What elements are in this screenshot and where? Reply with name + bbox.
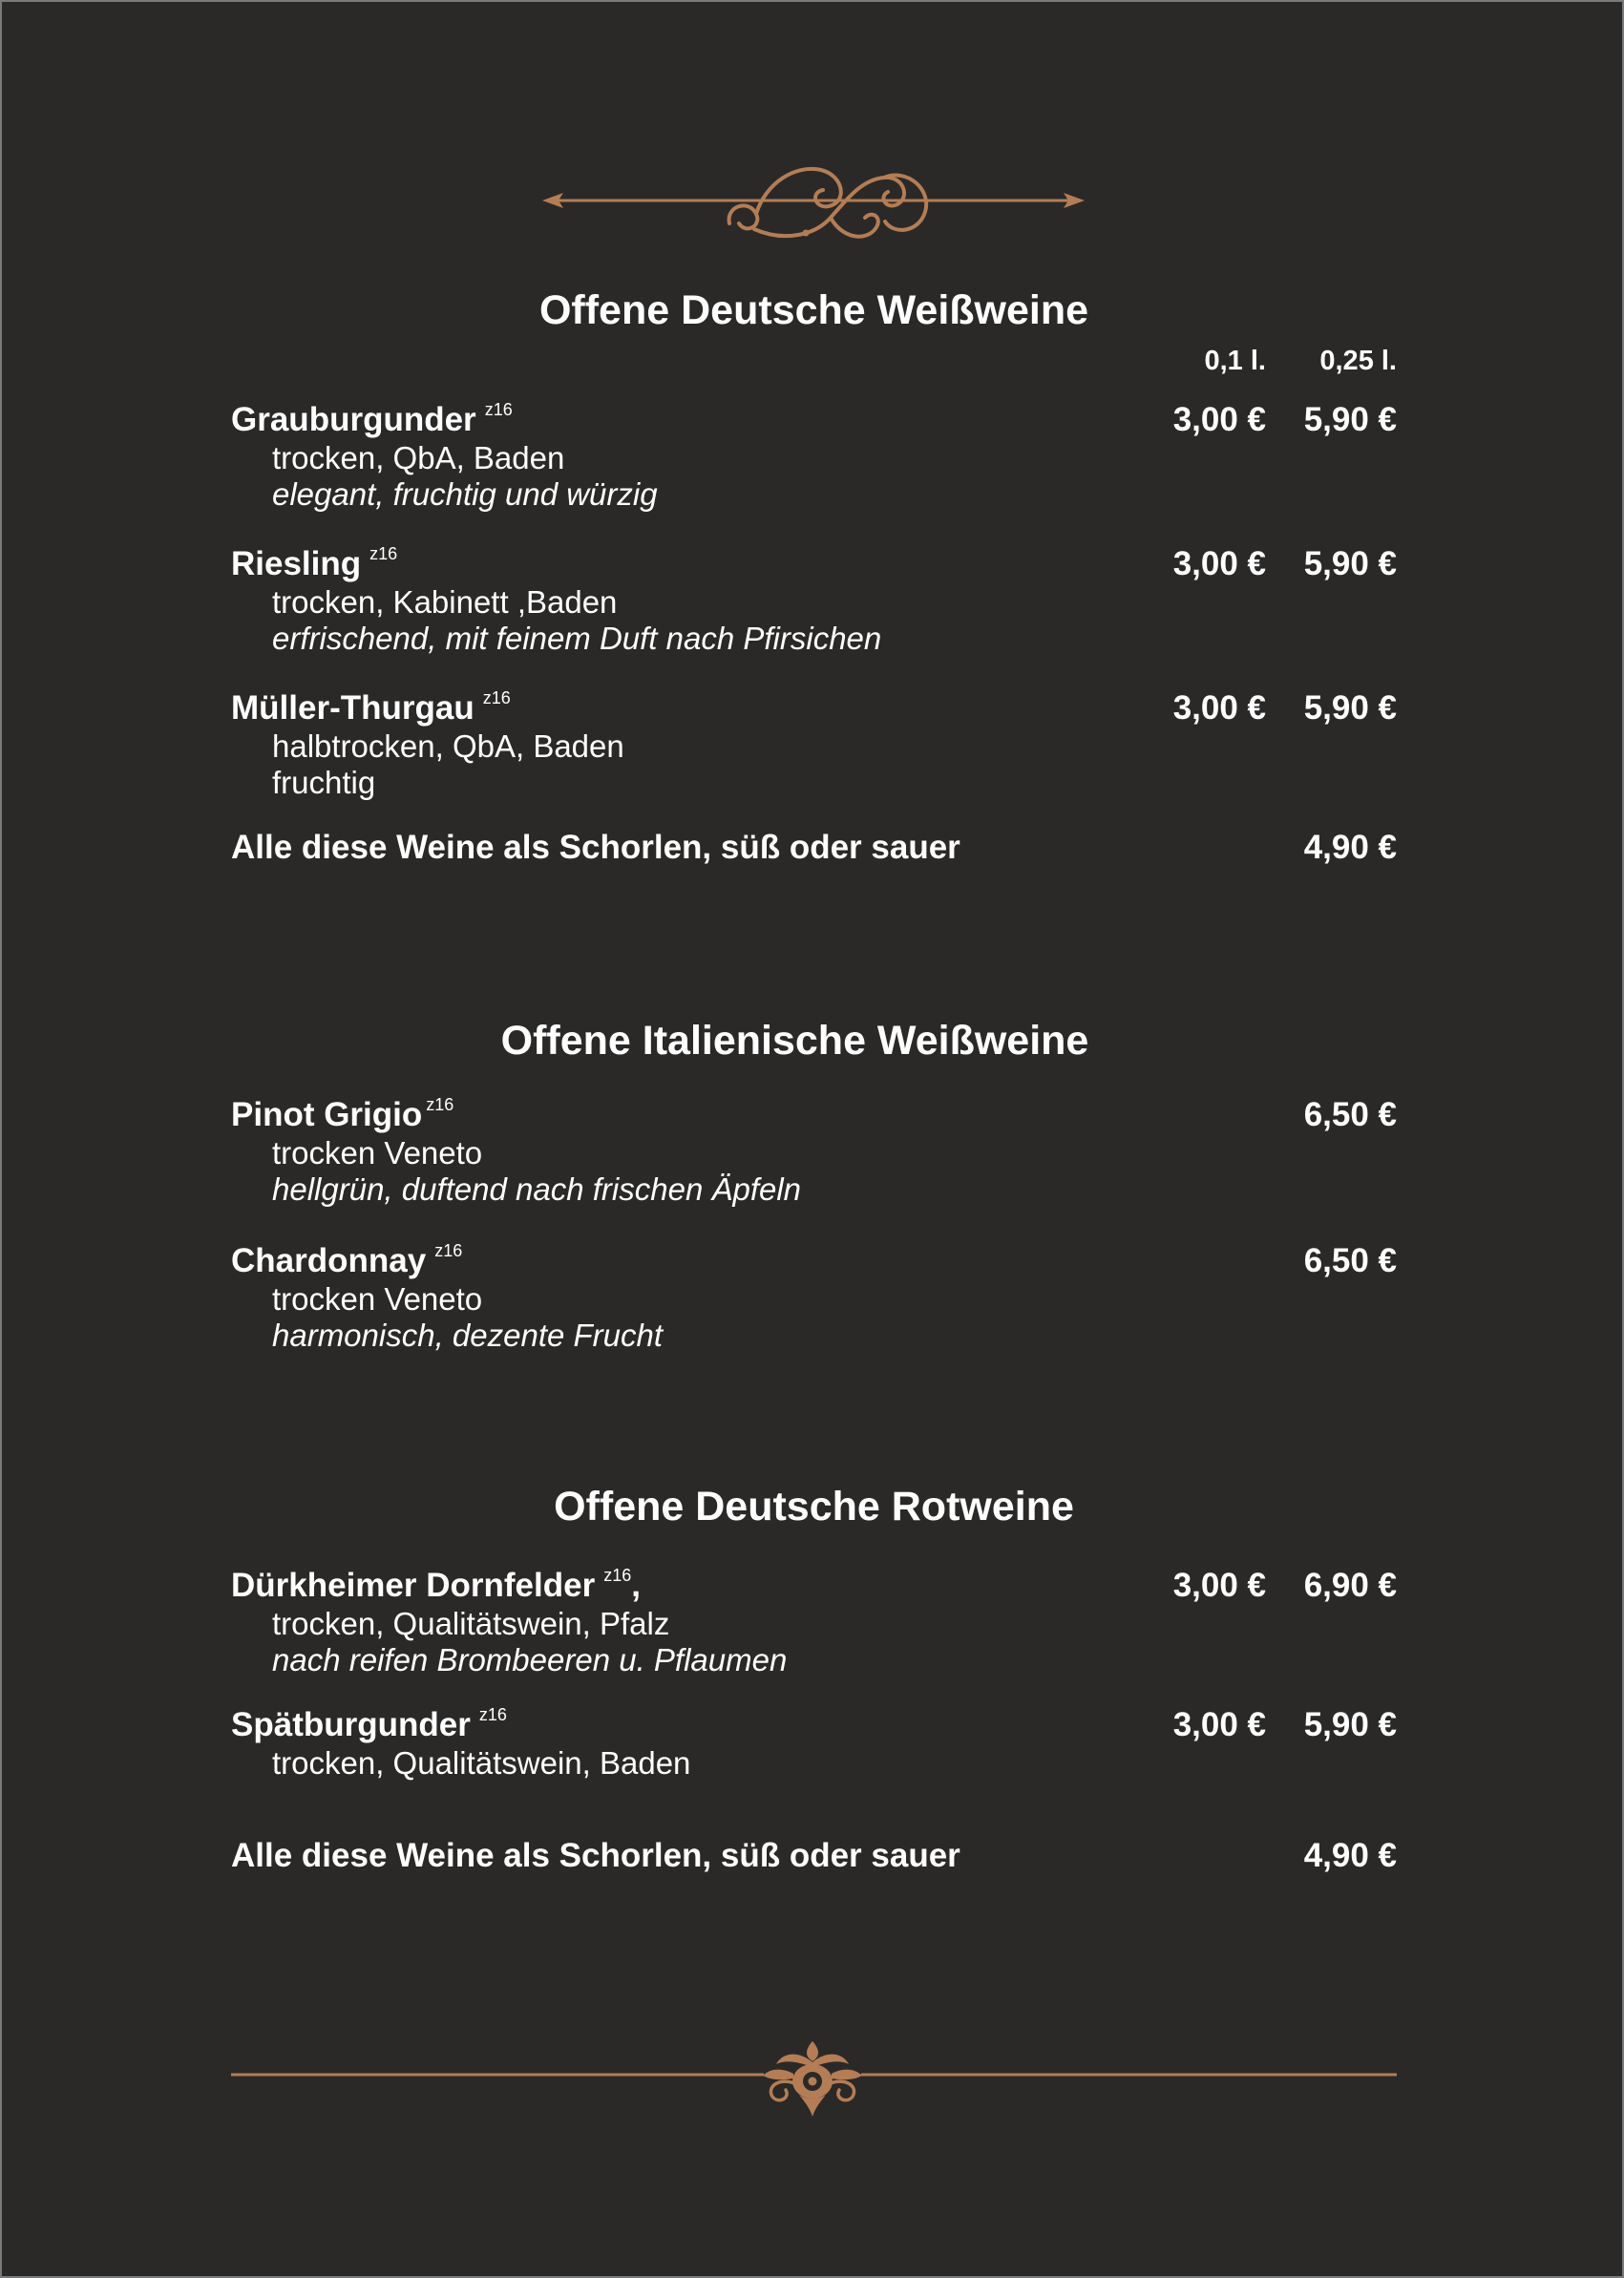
spritzer-price: 4,90 €: [1303, 1837, 1397, 1874]
wine-detail: trocken, QbA, Baden: [272, 440, 565, 475]
wine-description: harmonisch, dezente Frucht: [272, 1318, 664, 1353]
wine-item: [231, 1705, 1397, 1782]
spritzer-label: Alle diese Weine als Schorlen, süß oder sauer: [231, 829, 960, 866]
wine-name-line: [231, 1095, 1397, 1135]
price-large: 6,90 €: [1303, 1567, 1397, 1604]
wine-name: Chardonnay: [231, 1242, 427, 1279]
price-small: 3,00 €: [1172, 1567, 1266, 1604]
spritzer-footer: [231, 1836, 1397, 1876]
price-small: 3,00 €: [1172, 401, 1266, 438]
price-large: 5,90 €: [1303, 689, 1397, 727]
damask-scroll-left: [770, 2081, 794, 2100]
price-large: 5,90 €: [1303, 401, 1397, 438]
price-column-headers: [231, 345, 1397, 377]
spritzer-price: 4,90 €: [1303, 829, 1397, 866]
spritzer-label: Alle diese Weine als Schorlen, süß oder sauer: [231, 1837, 960, 1874]
wine-name-line: [231, 1241, 1397, 1281]
scroll-arrow-ornament: [542, 169, 1085, 237]
column-header-large: 0,25 l.: [1319, 346, 1397, 376]
wine-detail: trocken, Qualitätswein, Baden: [272, 1745, 691, 1781]
wine-description: erfrischend, mit feinem Duft nach Pfirsichen: [272, 621, 882, 656]
price: 6,50 €: [1303, 1242, 1397, 1279]
wine-item: [231, 688, 1397, 801]
wine-name-suffix: ,: [631, 1567, 641, 1604]
additive-note: z16: [482, 688, 511, 707]
damask-leaf-right: [832, 2070, 862, 2080]
damask-crown: [807, 2041, 818, 2061]
scroll-loop-right: [884, 176, 926, 230]
section-title: Offene Deutsche Weißweine: [538, 287, 1089, 333]
scroll-arc: [756, 169, 841, 214]
price-small: 3,00 €: [1172, 689, 1266, 727]
wine-detail: trocken, Qualitätswein, Pfalz: [272, 1606, 670, 1641]
wine-detail: trocken Veneto: [272, 1135, 483, 1171]
wine-detail: fruchtig: [272, 765, 376, 800]
wine-name: Riesling: [231, 545, 362, 582]
damask-leaf-left: [763, 2070, 793, 2080]
damask-divider-ornament: [231, 2041, 1397, 2117]
wine-name: Dürkheimer Dornfelder: [231, 1567, 596, 1604]
additive-note: z16: [603, 1566, 632, 1585]
price-large: 5,90 €: [1303, 545, 1397, 582]
wine-description: elegant, fruchtig und würzig: [272, 476, 658, 512]
damask-scroll-right: [831, 2081, 854, 2100]
wine-detail: trocken, Kabinett ,Baden: [272, 584, 618, 620]
scroll-curl-left: [729, 205, 758, 228]
additive-note: z16: [434, 1241, 463, 1260]
wine-name: Spätburgunder: [231, 1706, 471, 1743]
wine-item: [231, 1241, 1397, 1354]
scroll-loop-lower: [831, 215, 878, 237]
wine-item: [231, 400, 1397, 513]
wine-name: Pinot Grigio: [231, 1096, 423, 1133]
wine-item: [231, 1095, 1397, 1208]
wine-name: Grauburgunder: [231, 401, 476, 438]
spritzer-footer: [231, 828, 1397, 868]
column-header-small: 0,1 l.: [1204, 346, 1266, 376]
price: 6,50 €: [1303, 1096, 1397, 1133]
wine-item: [231, 544, 1397, 657]
wine-detail: halbtrocken, QbA, Baden: [272, 728, 624, 764]
price-large: 5,90 €: [1303, 1706, 1397, 1743]
additive-note: z16: [484, 400, 513, 419]
additive-note: z16: [478, 1705, 507, 1724]
wine-description: nach reifen Brombeeren u. Pflaumen: [272, 1642, 788, 1677]
additive-note: z16: [369, 544, 398, 563]
price-small: 3,00 €: [1172, 1706, 1266, 1743]
additive-note: z16: [426, 1095, 454, 1114]
section-title: Offene Italienische Weißweine: [500, 1018, 1089, 1064]
wine-description: hellgrün, duftend nach frischen Äpfeln: [272, 1171, 802, 1207]
wine-detail: trocken Veneto: [272, 1281, 483, 1317]
section-title: Offene Deutsche Rotweine: [554, 1484, 1074, 1529]
wine-item: [231, 1566, 1397, 1678]
wine-name: Müller-Thurgau: [231, 689, 475, 727]
damask-center-dot: [809, 2078, 817, 2086]
scroll-dot: [803, 230, 810, 237]
price-small: 3,00 €: [1172, 545, 1266, 582]
